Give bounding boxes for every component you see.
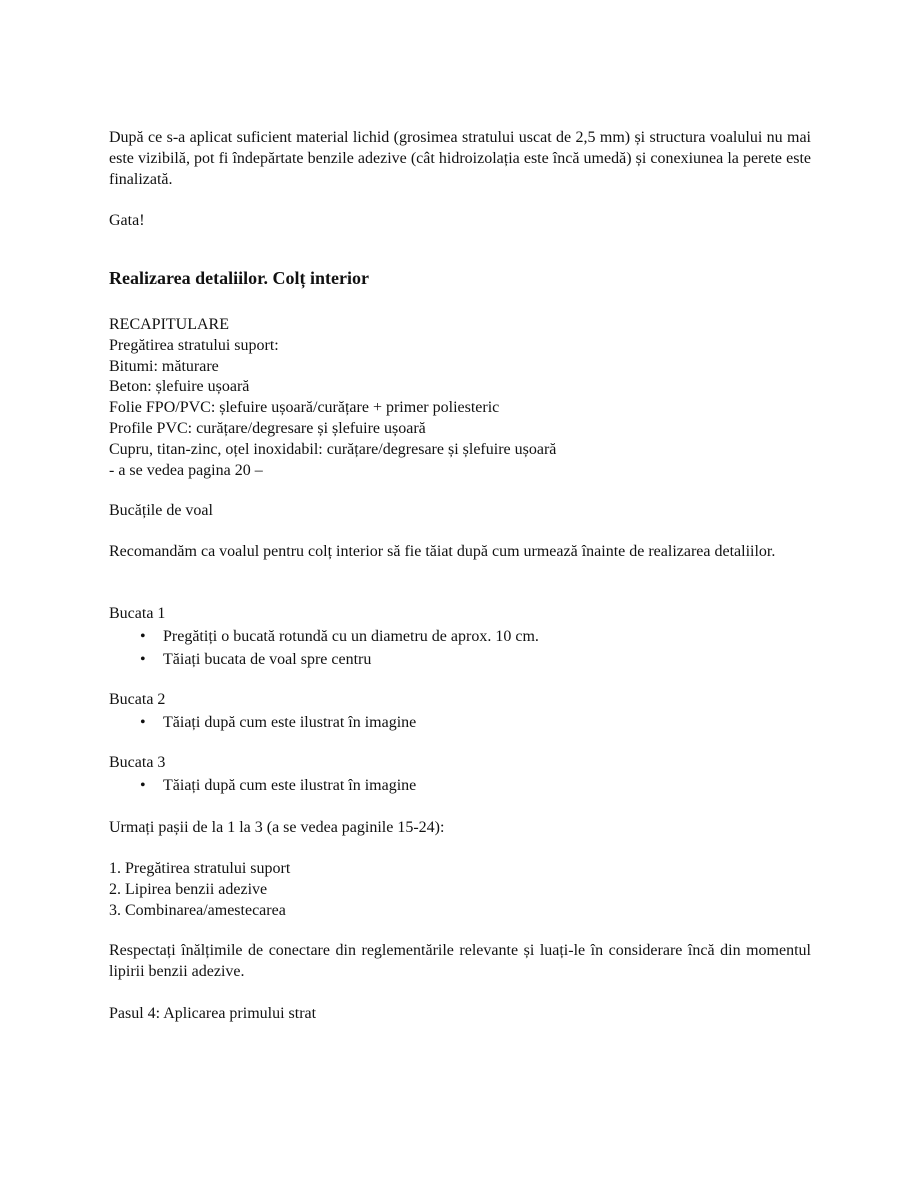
bullet-item: • Tăiați bucata de voal spre centru [109,648,811,671]
piece-1 [109,604,811,671]
recap-line: Bitumi: măturare [109,357,219,375]
intro-paragraph: După ce s-a aplicat suficient material lichid (grosimea stratului uscat de 2,5 mm) și structura voalului nu mai este vizibilă, pot fi îndepărtate benzile adezive (cât hidroizolația este încă umedă) și conexiunea la perete este finalizată. [109,129,811,188]
piece-2 [109,690,811,734]
bullet-item: • Pregătiți o bucată rotundă cu un diametru de aprox. 10 cm. [109,625,811,648]
piece-title: Bucata 1 [109,605,166,622]
respect-paragraph: Respectați înălțimile de conectare din reglementările relevante și luați-le în considerare încă din momentul lipirii benzii adezive. [109,942,811,980]
piece-3 [109,753,811,797]
steps-list [109,859,811,921]
recap-line: Pregătirea stratului suport: [109,336,279,354]
bullet-item: • Tăiați după cum este ilustrat în imagine [109,711,811,734]
recap-title: RECAPITULARE [109,316,229,333]
recap-line: Cupru, titan-zinc, oțel inoxidabil: curățare/degresare și șlefuire ușoară [109,440,557,458]
piece-title: Bucata 3 [109,754,166,771]
recap-block [109,315,811,481]
recap-line: Profile PVC: curățare/degresare și șlefuire ușoară [109,419,426,437]
step-item: 1. Pregătirea stratului suport [109,860,291,877]
section-heading: Realizarea detaliilor. Colț interior [109,268,369,288]
follow-steps: Urmați pașii de la 1 la 3 (a se vedea paginile 15-24): [109,819,445,836]
step4-text: Pasul 4: Aplicarea primului strat [109,1005,317,1022]
step-item: 3. Combinarea/amestecarea [109,901,286,919]
recap-line: - a se vedea pagina 20 – [109,461,263,479]
step-item: 2. Lipirea benzii adezive [109,880,268,898]
recap-line: Folie FPO/PVC: șlefuire ușoară/curățare + primer poliesteric [109,399,500,417]
pieces-title: Bucățile de voal [109,502,213,519]
piece-title: Bucata 2 [109,691,166,708]
recommend-paragraph: Recomandăm ca voalul pentru colț interior să fie tăiat după cum urmează înainte de realizarea detaliilor. [109,543,776,560]
bullet-item: • Tăiați după cum este ilustrat în imagine [109,774,811,797]
done-text: Gata! [109,212,145,229]
recap-line: Beton: șlefuire ușoară [109,378,250,396]
